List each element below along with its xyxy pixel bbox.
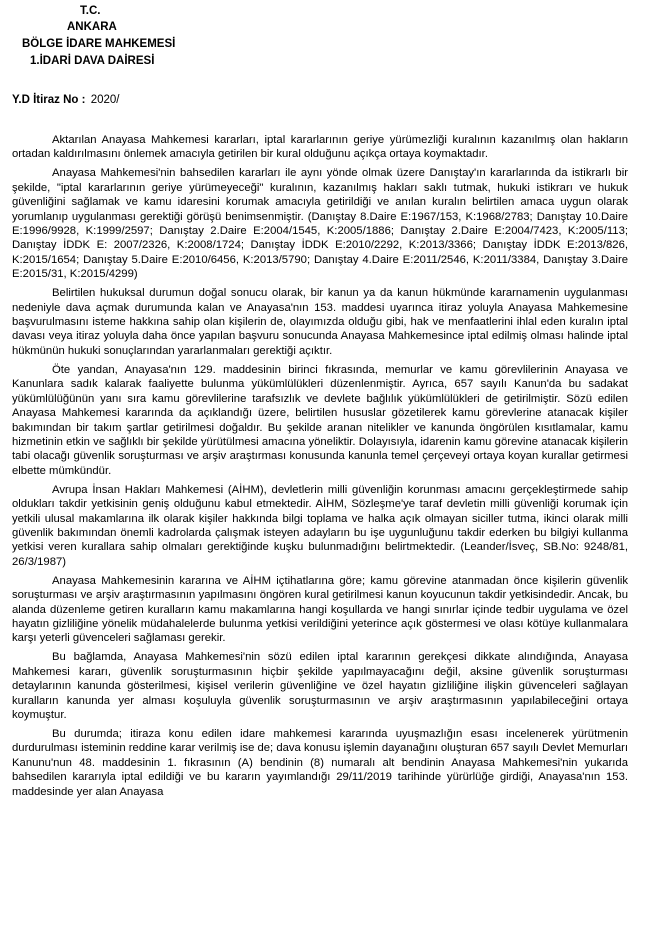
paragraph: Anayasa Mahkemesi'nin bahsedilen kararları ile aynı yönde olmak üzere Danıştay'ın kararlarında da istikrarlı bir şekilde, "iptal kararlarının geriye yürümeyeceği" kuralının, kazanılmış hakları saklı tutmak, hukuki istikrarı ve hukuk güvenliğini sağlamak ve kamu idaresini korumak amacıyla getirildiği ve anılan kuralın belirtilen amaca uygun olarak yorumlanıp uygulanması gerektiği görüşü benimsenmiştir. (Danıştay 8.Daire E:1967/153, K:1968/2783; Danıştay 10.Daire E:1996/9928, K:1999/2597; Danıştay 2.Daire E:2004/1545, K:2005/1886; Danıştay 2.Daire E:2004/7423, K:2005/113; Danıştay İDDK E: 2007/2326, K:2008/1724; Danıştay İDDK E:2010/2292, K:2013/3366; Danıştay İDDK E:2013/826, K:2015/1654; Danıştay 5.Daire E:2010/6456, K:2013/5790; Danıştay 4.Daire E:2011/2546, K:2011/3384, Danıştay 3.Daire E:2015/31, K:2015/4299): [12, 167, 628, 281]
header-court: BÖLGE İDARE MAHKEMESİ: [22, 38, 176, 50]
header-chamber: 1.İDARİ DAVA DAİRESİ: [30, 55, 155, 67]
document-body: [12, 133, 628, 804]
paragraph: Belirtilen hukuksal durumun doğal sonucu olarak, bir kanun ya da kanun hükmünde kararnamenin uygulanması nedeniyle dava açmak durumunda kalan ve Anayasa'nın 153. maddesi uyarınca itiraz yoluyla Anayasa Mahkemesine başvurulmasını isteme hakkına sahip olan kişilerin de, olayımızda olduğu gibi, hak ve menfaatlerini ihlal eden kuralın iptal davası veya itiraz yoluyla daha önce yapılan başvuru sonucunda Anayasa Mahkemesince iptal edilmiş olması halinde iptal hükmünün hukuki sonuçlarından yararlanmaları gerektiği açıktır.: [12, 287, 628, 357]
paragraph: Bu durumda; itiraza konu edilen idare mahkemesi kararında uyuşmazlığın esası incelenerek yürütmenin durdurulması isteminin reddine karar verilmiş ise de; dava konusu işlemin dayanağını oluşturan 657 sayılı Devlet Memurları Kanunu'nun 48. maddesinin 1. fıkrasının (A) bendinin (8) numaralı alt bendinin Anayasa Mahkemesi'nin yukarıda bahsedilen kararıyla iptal edildiği ve bu kararın yayımlandığı 29/11/2019 tarihinde yürürlüğe girdiği, Anayasa'nın 153. maddesinde yer alan Anayasa: [12, 728, 628, 798]
paragraph: Öte yandan, Anayasa'nın 129. maddesinin birinci fıkrasında, memurlar ve kamu görevlilerinin Anayasa ve Kanunlara sadık kalarak faaliyette bulunma yükümlülükleri düzenlenmiştir. Ayrıca, 657 sayılı Kanun'da bu sadakat yükümlülüğünün yanı sıra kamu görevlilerine tarafsızlık ve devlete bağlılık yükümlülükleri de getirilmiştir. Sözü edilen Anayasa Mahkemesi kararında da açıklandığı üzere, belirtilen hususlar gözetilerek kamu görevlerine atanacak kişiler bakımından bir takım şartlar getirilmesi doğaldır. Bu şekilde aranan nitelikler ve kanunda öngörülen kısıtlamalar, kamu hizmetinin etkin ve sağlıklı bir şekilde yürütülmesi amacına yöneliktir. Dolayısıyla, idarenin kamu görevine atanacak kişilerin tabi olacağı güvenlik soruşturması ve arşiv araştırması konusunda kanunla temel çerçeveyi ortaya koyan kurallar getirmesi elbette mümkündür.: [12, 363, 628, 477]
paragraph: Anayasa Mahkemesinin kararına ve AİHM içtihatlarına göre; kamu görevine atanmadan önce kişilerin güvenlik soruşturması ve arşiv araştırmasının yapılmasını öngören kural getirilmesi kanun koyucunun takdir yetkisindedir. Ancak, bu alanda düzenleme getiren kuralların kamu makamlarına hangi koşullarda ve hangi sınırlar içinde tedbir uygulama ve özel hayatın gizliliğine yönelik müdahalelerde bulunma yetkisi verildiğini yeterince açık göstermesi ve olası kötüye kullanmalara karşı yeterli güvenceleri sağlaması gerekir.: [12, 574, 628, 645]
objection-number-label: Y.D İtiraz No :: [12, 94, 86, 106]
paragraph: Bu bağlamda, Anayasa Mahkemesi'nin sözü edilen iptal kararının gerekçesi dikkate alındığında, Anayasa Mahkemesi kararı, güvenlik soruşturmasının hiçbir şekilde yapılmayacağını değil, aksine güvenlik soruşturması detaylarının kanunda gösterilmesi, kişisel verilerin güvenliğine ve özel hayatın gizliliğine ilişkin güvenceleri sağlayan kuralların kanunda yer alması koşuluyla güvenlik soruşturmasının ve arşiv araştırmasının yapılabileceğini ortaya koymuştur.: [12, 651, 628, 721]
paragraph: Avrupa İnsan Hakları Mahkemesi (AİHM), devletlerin milli güvenliğin korunması amacını gerçekleştirmede sahip oldukları takdir yetkisinin geniş olduğunu kabul etmektedir. AİHM, Sözleşme'ye taraf devletin milli güvenliği korumak için yetkili ulusal makamlarına ilk olarak kişiler hakkında bilgi toplama ve halka açık olmayan siciller tutma, ikinci olarak milli güvenlik bakımından önemli kadrolarda çalışmak isteyen adayların bu işe uygunluğunu takdir ederken bu bilgiyi kullanma yetkisi veren kurallara sahip olmaları gerektiğinde kuşku bulunmadığını belirtmektedir. (Leander/İsveç, SB.No: 9248/81, 26/3/1987): [12, 483, 628, 568]
objection-number-value: 2020/: [90, 94, 120, 106]
paragraph: Aktarılan Anayasa Mahkemesi kararları, iptal kararlarının geriye yürümezliği kuralının kazanılmış olan hakların ortadan kaldırılmasını önlemek amacıyla getirilen bir kural olduğunu açıkça ortaya koymaktadır.: [12, 134, 628, 161]
header-tc: T.C.: [80, 5, 101, 17]
objection-number: [12, 94, 119, 106]
header-city: ANKARA: [67, 21, 117, 33]
